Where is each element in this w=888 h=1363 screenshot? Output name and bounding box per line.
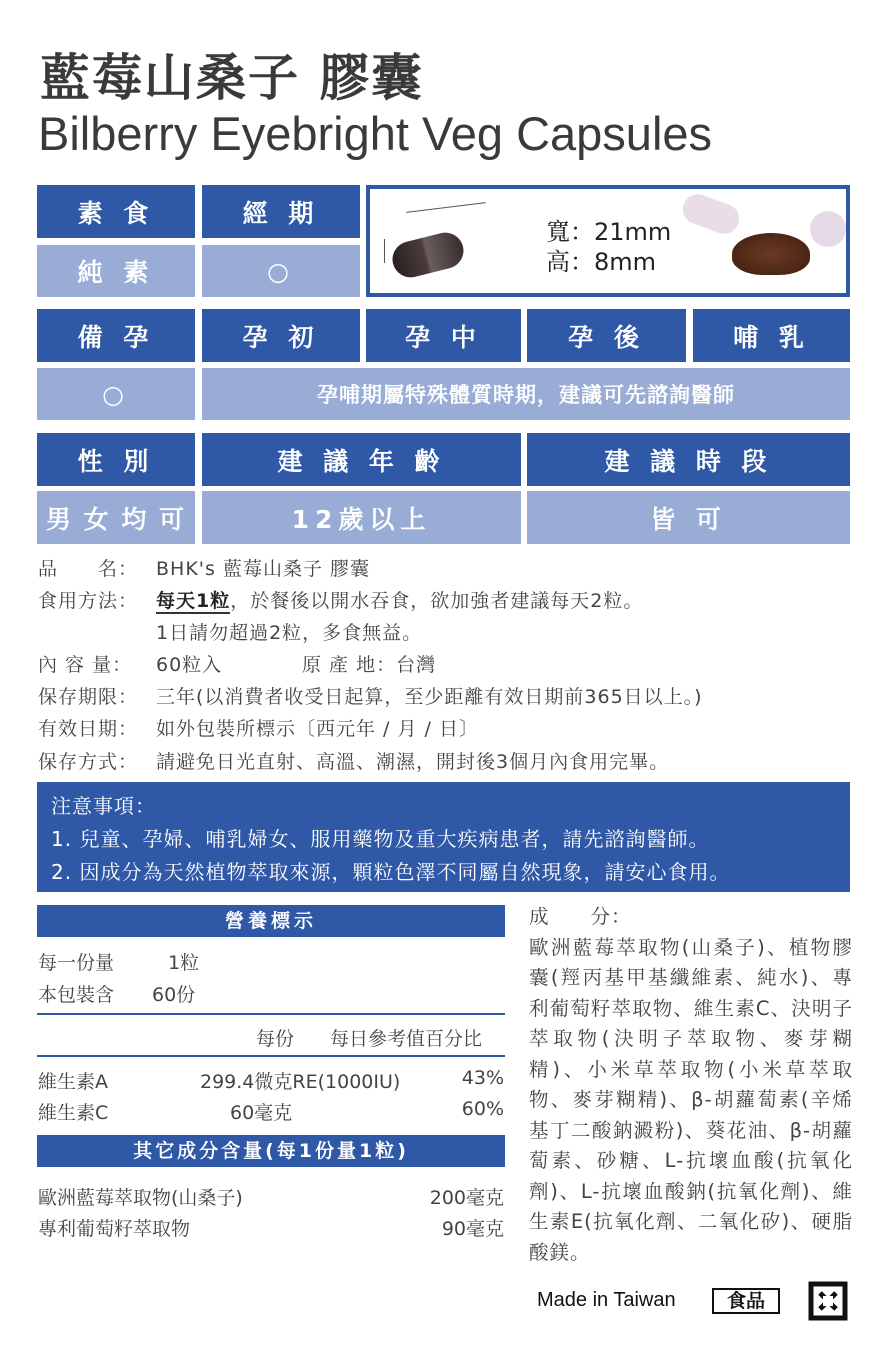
nursing-header: 哺 乳 xyxy=(693,309,850,362)
width-measure-icon xyxy=(406,202,486,213)
powder-image xyxy=(732,233,810,275)
origin-value: 台灣 xyxy=(396,654,437,676)
origin-label: 原 產 地： xyxy=(302,654,397,676)
preg-value: ○ xyxy=(37,368,195,420)
recycling-icon xyxy=(808,1281,848,1321)
mid-pregnancy-header: 孕 中 xyxy=(366,309,521,362)
nutrient-dv: 60% xyxy=(461,1098,504,1120)
notice-item: 2. 因成分為天然植物萃取來源，顆粒色澤不同屬自然現象，請安心食用。 xyxy=(51,860,731,884)
title-zh: 藍莓山桑子 膠囊 xyxy=(40,49,424,107)
col-daily-value: 每日參考值百分比 xyxy=(330,1028,483,1050)
other-name: 歐洲藍莓萃取物(山桑子) xyxy=(38,1187,243,1209)
gender-header: 性 別 xyxy=(37,433,195,486)
notice-item: 1. 兒童、孕婦、哺乳婦女、服用藥物及重大疾病患者，請先諮詢醫師。 xyxy=(51,827,710,851)
info-shelf-life xyxy=(38,682,703,709)
ingredients-label: 成 分： xyxy=(529,905,632,928)
serving-value: 1粒 xyxy=(168,952,200,974)
notice-title: 注意事項： xyxy=(51,794,156,818)
nutrition-title: 營養標示 xyxy=(37,905,505,937)
value: 如外包裝所標示〔西元年 / 月 / 日〕 xyxy=(156,718,479,740)
nutrient-amount: 60毫克 xyxy=(230,1102,293,1124)
period-header: 經 期 xyxy=(202,185,360,238)
ingredients-text: 歐洲藍莓萃取物(山桑子)、植物膠囊(羥丙基甲基纖維素、純水)、專利葡萄籽萃取物、維生素C、決明子萃取物(決明子萃取物、麥芽糊精)、小米草萃取物(小米草萃取物、麥芽糊精)、β-胡蘿蔔素(辛烯基丁二酸鈉澱粉)、葵花油、β-胡蘿蔔素、砂糖、L-抗壞血酸(抗氧化劑)、L-抗壞血酸鈉(抗氧化劑)、維生素E(抗氧化劑、二氧化矽)、硬脂酸鎂。 xyxy=(529,935,853,1264)
value: 60粒入 xyxy=(156,654,223,676)
value: BHK's 藍莓山桑子 膠囊 xyxy=(156,558,370,580)
gender-value: 男 女 均 可 xyxy=(37,491,195,544)
capsule-cap-image xyxy=(810,211,846,247)
capsule-image xyxy=(389,229,468,281)
other-name: 專利葡萄籽萃取物 xyxy=(38,1218,191,1240)
divider xyxy=(37,1055,505,1057)
label: 內 容 量： xyxy=(38,654,133,676)
info-storage xyxy=(38,747,669,774)
nutrient-amount: 299.4微克RE(1000IU) xyxy=(200,1071,401,1093)
nutrient-name: 維生素C xyxy=(38,1102,109,1124)
early-pregnancy-header: 孕 初 xyxy=(202,309,360,362)
col-per-serving: 每份 xyxy=(256,1028,295,1050)
value: 三年(以消費者收受日起算，至少距離有效日期前365日以上。) xyxy=(156,686,703,708)
info-usage xyxy=(38,586,643,613)
label: 保存方式： xyxy=(38,751,139,773)
pack-label: 本包裝含 xyxy=(38,984,115,1006)
usage-dose: 每天1粒 xyxy=(156,590,231,612)
size-width: 寬：21mm xyxy=(546,218,672,246)
nutrient-dv: 43% xyxy=(461,1067,504,1089)
veg-value: 純 素 xyxy=(37,245,195,297)
height-measure-icon xyxy=(384,239,385,263)
pack-value: 60份 xyxy=(152,984,196,1006)
age-header: 建 議 年 齡 xyxy=(202,433,521,486)
late-pregnancy-header: 孕 後 xyxy=(527,309,686,362)
notice-box xyxy=(37,782,850,892)
serving-label: 每一份量 xyxy=(38,952,115,974)
value: ，於餐後以開水吞食，欲加強者建議每天2粒。 xyxy=(230,590,644,612)
made-in-taiwan: Made in Taiwan xyxy=(537,1289,676,1311)
preg-header: 備 孕 xyxy=(37,309,195,362)
title-en: Bilberry Eyebright Veg Capsules xyxy=(38,107,713,160)
period-value: ○ xyxy=(202,245,360,297)
label: 保存期限： xyxy=(38,686,139,708)
time-value: 皆 可 xyxy=(527,491,850,544)
info-expiry xyxy=(38,714,479,741)
other-amount: 90毫克 xyxy=(441,1218,504,1240)
divider xyxy=(37,1013,505,1015)
label: 品 名： xyxy=(38,558,139,580)
ingredients xyxy=(529,902,853,1268)
other-amount: 200毫克 xyxy=(429,1187,504,1209)
info-name xyxy=(38,554,370,581)
time-header: 建 議 時 段 xyxy=(527,433,850,486)
value: 請避免日光直射、高溫、潮濕，開封後3個月內食用完畢。 xyxy=(156,751,670,773)
other-ingredients-title: 其它成分含量(每1份量1粒) xyxy=(37,1135,505,1167)
info-usage-line2: 1日請勿超過2粒，多食無益。 xyxy=(156,622,423,644)
age-value: 12歲以上 xyxy=(202,491,521,544)
food-badge: 食品 xyxy=(712,1288,780,1314)
info-content xyxy=(38,650,436,677)
label: 有效日期： xyxy=(38,718,139,740)
veg-header: 素 食 xyxy=(37,185,195,238)
label: 食用方法： xyxy=(38,590,139,612)
nutrient-name: 維生素A xyxy=(38,1071,108,1093)
capsule-size-box xyxy=(366,185,850,297)
size-height: 高：8mm xyxy=(546,248,657,276)
preg-note: 孕哺期屬特殊體質時期，建議可先諮詢醫師 xyxy=(202,368,850,420)
open-capsule-image xyxy=(679,190,744,238)
